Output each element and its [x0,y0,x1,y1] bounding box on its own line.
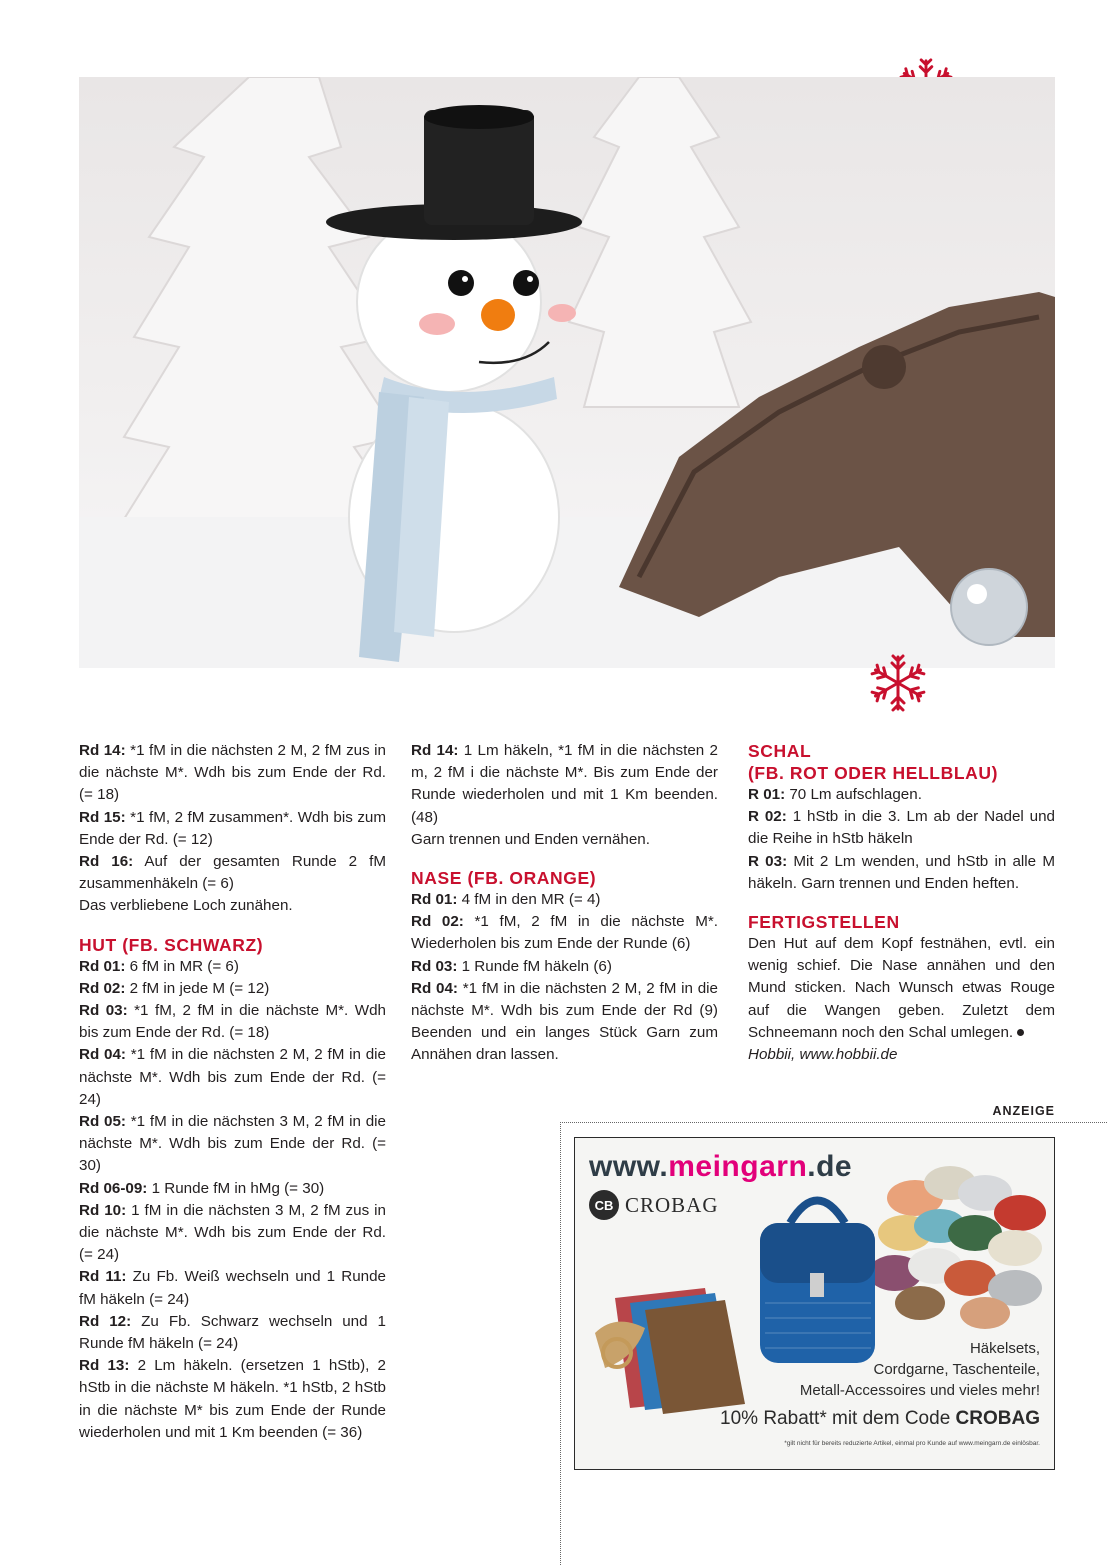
pattern-row: Rd 04: *1 fM in die nächsten 2 M, 2 fM in die nächste M*. Wdh bis zum Ende der Rd (9) Beenden und ein langes Stück Garn zum Annähen dran lassen. [411,979,718,1064]
pattern-row: Rd 02: *1 fM, 2 fM in die nächste M*. Wiederholen bis zum Ende der Runde (6) [411,913,718,953]
column-3 [748,740,1055,1066]
ad-label: ANZEIGE [992,1104,1055,1118]
pattern-row: Rd 01: 6 fM in MR (= 6) [79,957,239,975]
pattern-row: Rd 06-09: 1 Runde fM in hMg (= 30) [79,1179,325,1197]
pattern-row: Rd 11: Zu Fb. Weiß wechseln und 1 Runde fM häkeln (= 24) [79,1268,387,1308]
snowman-photo [79,77,1055,668]
section-heading-nase: NASE (FB. ORANGE) [411,868,597,889]
ad-divider-horizontal [560,1122,1107,1123]
section-subheading-schal-color: (FB. ROT ODER HELLBLAU) [748,763,999,783]
ad-discount-offer: 10% Rabatt* mit dem Code CROBAG [720,1408,1040,1429]
crobag-logo [589,1190,719,1220]
column-1 [79,740,386,1444]
end-bullet-icon [1017,1029,1024,1036]
pattern-note: Garn trennen und Enden vernähen. [411,830,650,848]
pattern-row: Rd 03: *1 fM, 2 fM in die nächste M*. Wdh bis zum Ende der Rd. (= 18) [79,1002,386,1042]
advertisement[interactable] [574,1137,1055,1470]
section-heading-hut: HUT (FB. SCHWARZ) [79,934,264,955]
ad-divider-vertical [560,1122,561,1565]
finish-instructions: Den Hut auf dem Kopf festnähen, evtl. ein wenig schief. Die Nase annähen und den Mund sticken. Nach Wunsch etwas Rouge auf die Wangen geben. Zuletzt dem Schneemann noch den Schal umlegen. [748,935,1055,1041]
pattern-row: Rd 02: 2 fM in jede M (= 12) [79,979,270,997]
section-heading-fertigstellen: FERTIGSTELLEN [748,912,900,933]
ad-product-list: Häkelsets, Cordgarne, Taschenteile, Metall-Accessoires und vieles mehr! [799,1340,1040,1399]
body-pattern-rounds [79,740,386,918]
snowflake-icon-red-bottom [868,653,928,713]
pattern-note: Das verbliebene Loch zunähen. [79,897,293,915]
pattern-row: R 02: 1 hStb in die 3. Lm ab der Nadel und die Reihe in hStb häkeln [748,808,1056,848]
crobag-logo-name: CROBAG [625,1192,719,1217]
hut-pattern-rounds [79,956,386,1444]
pattern-row: Rd 04: *1 fM in die nächsten 2 M, 2 fM in die nächste M*. Wdh bis zum Ende der Rd. (= 24) [79,1046,386,1108]
column-2 [411,740,718,1067]
crobag-logo-mark: CB [589,1190,619,1220]
pattern-row: Rd 05: *1 fM in die nächsten 3 M, 2 fM in die nächste M*. Wdh bis zum Ende der Rd. (= 30) [79,1113,386,1175]
pattern-row: Rd 10: 1 fM in die nächsten 3 M, 2 fM zus in die nächste M*. Wdh bis zum Ende der Rd. (= 24) [79,1201,386,1264]
pattern-row: Rd 14: 1 Lm häkeln, *1 fM in die nächsten 2 m, 2 fM i die nächste M*. Bis zum Ende der Runde wiederholen und mit 1 Km beenden. (48) [411,742,718,826]
pattern-row: R 01: 70 Lm aufschlagen. [748,786,922,803]
credit-line: Hobbii, www.hobbii.de [748,1046,898,1064]
pattern-row: Rd 01: 4 fM in den MR (= 4) [411,891,601,909]
section-heading-schal: SCHAL [748,741,812,761]
pattern-row: Rd 12: Zu Fb. Schwarz wechseln und 1 Runde fM häkeln (= 24) [79,1312,386,1353]
pattern-row: Rd 14: *1 fM in die nächsten 2 M, 2 fM zus in die nächste M*. Wdh bis zum Ende der Rd. (= 18) [79,742,386,804]
pattern-row: Rd 03: 1 Runde fM häkeln (6) [411,957,612,975]
ad-fineprint: *gilt nicht für bereits reduzierte Artikel, einmal pro Kunde auf www.meingarn.de einlösbar. [784,1440,1040,1447]
ad-website-link[interactable]: www.meingarn.de [589,1150,853,1183]
pattern-row: R 03: Mit 2 Lm wenden, und hStb in alle M häkeln. Garn trennen und Enden heften. [748,852,1055,892]
pattern-row: Rd 13: 2 Lm häkeln. (ersetzen 1 hStb), 2 hStb in die nächste M häkeln. *1 hStb, 2 hStb in die nächste M* bis zum Ende der Runde wiederholen und mit 1 Km beenden (= 36) [79,1357,386,1441]
pattern-row: Rd 16: Auf der gesamten Runde 2 fM zusammenhäkeln (= 6) [79,853,386,893]
pattern-row: Rd 15: *1 fM, 2 fM zusammen*. Wdh bis zum Ende der Rd. (= 12) [79,808,387,848]
